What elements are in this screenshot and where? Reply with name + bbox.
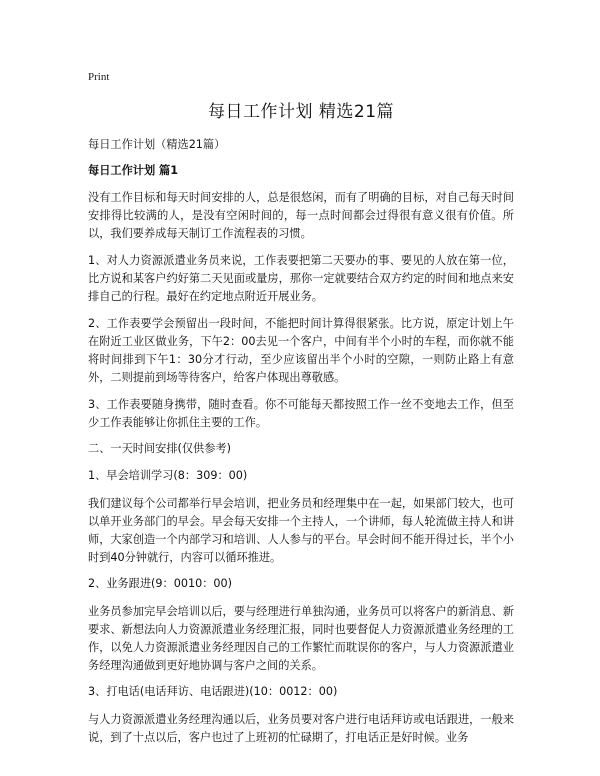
schedule-heading: 二、一天时间安排(仅供参考) — [88, 442, 231, 455]
document-subtitle: 每日工作计划（精选21篇） — [88, 138, 226, 151]
document-page — [88, 70, 514, 756]
schedule-item-1-body: 我们建议每个公司都举行早会培训，把业务员和经理集中在一起，如果部门较大，也可以单开业务部门的早会。早会每天安排一个主持人，一个讲师，每人轮流做主持人和讲师，大家创造一个内部学习和培训、人人参与的平台。早会时间不能开得过长，半个小时到40分钟就行，内容可以循环推进。 — [88, 497, 514, 564]
document-title: 每日工作计划 精选21篇 — [207, 102, 395, 122]
schedule-item-3-heading: 3、打电话(电话拜访、电话跟进)(10：0012：00) — [88, 685, 338, 698]
schedule-item-1-heading: 1、早会培训学习(8：309：00) — [88, 469, 248, 482]
section-heading: 每日工作计划 篇1 — [88, 164, 178, 177]
point-3-paragraph: 3、工作表要随身携带，随时查看。你不可能每天都按照工作一丝不变地去工作，但至少工作表能够让你抓住主要的工作。 — [88, 398, 514, 429]
point-2-paragraph: 2、工作表要学会预留出一段时间，不能把时间计算得很紧张。比方说，原定计划上午在附近工业区做业务，下午2：00去见一个客户，中间有半个小时的车程，而你就不能将时间排到下午1：30分才行动，至少应该留出半个小时的空隙，一则防止路上有意外，二则提前到场等待客户，给客户体现出尊敬感。 — [88, 317, 514, 384]
schedule-item-2-body: 业务员参加完早会培训以后，要与经理进行单独沟通，业务员可以将客户的新消息、新要求、新想法向人力资源派遣业务经理汇报，同时也要督促人力资源派遣业务经理的工作，以免人力资源派遣业务经理因自己的工作繁忙而耽误你的客户，与人力资源派遣业务经理沟通做到更好地协调与客户之间的关系。 — [88, 605, 514, 672]
intro-paragraph: 没有工作目标和每天时间安排的人，总是很悠闲，而有了明确的目标，对自己每天时间安排得比较满的人，是没有空闲时间的，每一点时间都会过得很有意义很有价值。所以，我们要养成每天制订工作流程表的习惯。 — [88, 191, 514, 240]
schedule-item-3-body: 与人力资源派遣业务经理沟通以后，业务员要对客户进行电话拜访或电话跟进，一般来说，到了十点以后，客户也过了上班初的忙碌期了，打电话正是好时候。业务 — [88, 713, 514, 744]
schedule-item-2-heading: 2、业务跟进(9：0010：00) — [88, 577, 232, 590]
print-label[interactable]: Print — [88, 71, 110, 83]
point-1-paragraph: 1、对人力资源派遣业务员来说，工作表要把第二天要办的事、要见的人放在第一位，比方说和某客户约好第二天见面或量房，那你一定就要结合双方约定的时间和地点来安排自己的行程。最好在约定地点附近开展业务。 — [88, 254, 514, 303]
